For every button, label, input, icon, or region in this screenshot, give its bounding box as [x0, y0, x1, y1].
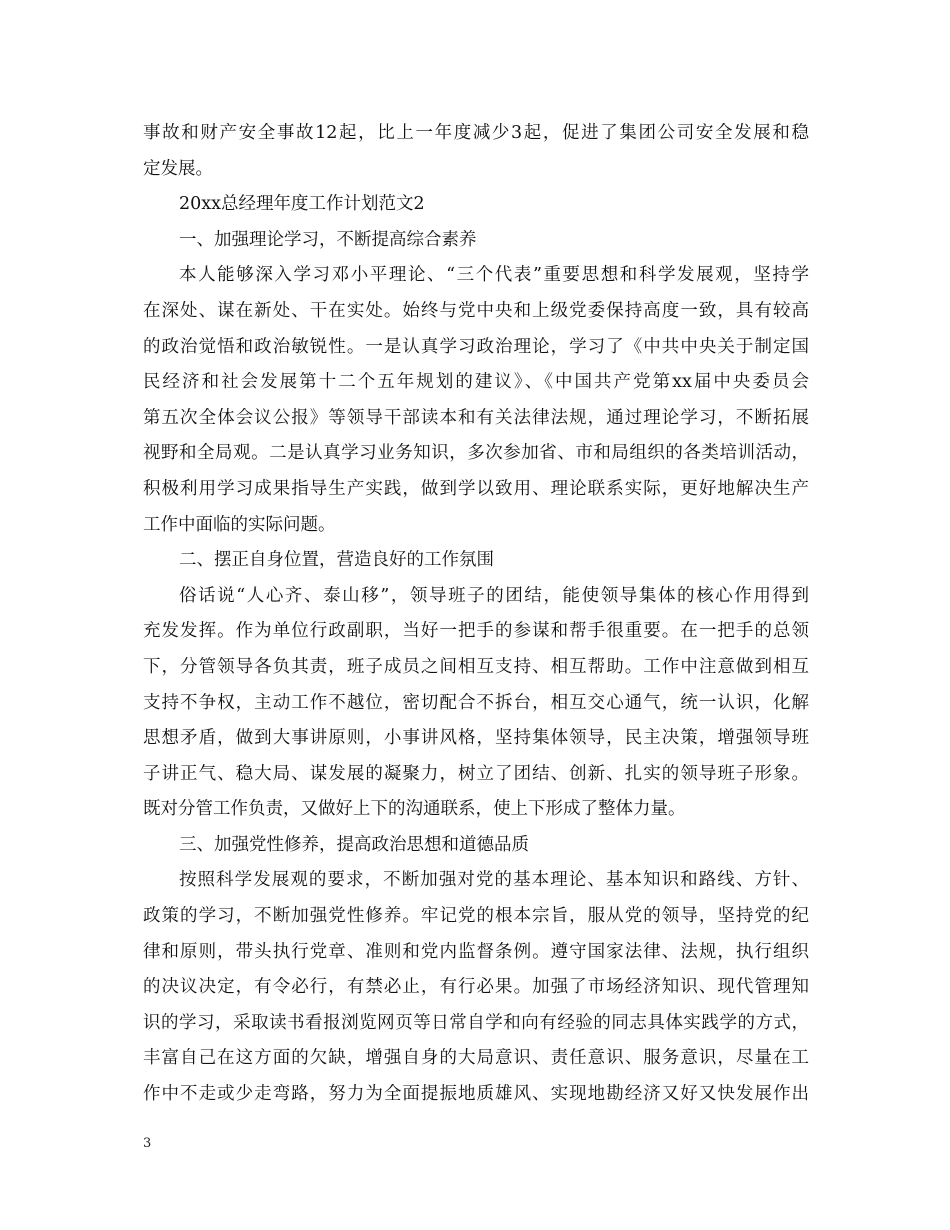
text-line: 俗话说“人心齐、泰山移”，领导班子的团结，能使领导集体的核心作用得到 — [179, 585, 809, 606]
text-line: 子讲正气、稳大局、谋发展的凝聚力，树立了团结、创新、扎实的领导班子形象。 — [143, 763, 809, 784]
text-line: 本人能够深入学习邓小平理论、“三个代表”重要思想和科学发展观，坚持学 — [179, 265, 809, 286]
text-line: 下，分管领导各负其责，班子成员之间相互支持、相互帮助。工作中注意做到相互 — [143, 656, 809, 677]
section-heading: 一、加强理论学习，不断提高综合素养 — [179, 229, 477, 250]
text-line: 按照科学发展观的要求，不断加强对党的基本理论、基本知识和路线、方针、 — [179, 870, 809, 891]
text-line: 第五次全体会议公报》等领导干部读本和有关法律法规，通过理论学习，不断拓展 — [143, 407, 809, 428]
text-line: 律和原则，带头执行党章、准则和党内监督条例。遵守国家法律、法规，执行组织 — [143, 941, 809, 962]
text-line: 思想矛盾，做到大事讲原则，小事讲风格，坚持集体领导，民主决策，增强领导班 — [143, 728, 809, 749]
text-line: 定发展。 — [143, 158, 213, 179]
text-line: 工作中面临的实际问题。 — [143, 514, 336, 535]
section-heading: 二、摆正自身位置，营造良好的工作氛围 — [179, 550, 494, 571]
text-line: 积极利用学习成果指导生产实践，做到学以致用、理论联系实际，更好地解决生产 — [143, 478, 809, 499]
text-line: 丰富自己在这方面的欠缺，增强自身的大局意识、责任意识、服务意识，尽量在工 — [143, 1048, 809, 1069]
text-line: 充发发挥。作为单位行政副职，当好一把手的参谋和帮手很重要。在一把手的总领 — [143, 621, 809, 642]
text-line: 政策的学习，不断加强党性修养。牢记党的根本宗旨，服从党的领导，坚持党的纪 — [143, 906, 809, 927]
text-line: 识的学习，采取读书看报浏览网页等日常自学和向有经验的同志具体实践学的方式， — [143, 1012, 809, 1033]
text-line: 支持不争权，主动工作不越位，密切配合不拆台，相互交心通气，统一认识，化解 — [143, 692, 809, 713]
text-line: 在深处、谋在新处、干在实处。始终与党中央和上级党委保持高度一致，具有较高 — [143, 300, 809, 321]
text-line: 作中不走或少走弯路，努力为全面提振地质雄风、实现地勘经济又好又快发展作出 — [143, 1084, 809, 1105]
text-line: 既对分管工作负责，又做好上下的沟通联系，使上下形成了整体力量。 — [143, 799, 686, 820]
section-heading: 三、加强党性修养，提高政治思想和道德品质 — [179, 834, 529, 855]
text-line: 的决议决定，有令必行，有禁必止，有行必果。加强了市场经济知识、现代管理知 — [143, 977, 809, 998]
text-line: 的政治觉悟和政治敏锐性。一是认真学习政治理论，学习了《中共中央关于制定国 — [143, 336, 809, 357]
page-number: 3 — [143, 1136, 152, 1151]
text-line: 事故和财产安全事故12起，比上一年度减少3起，促进了集团公司安全发展和稳 — [143, 123, 809, 143]
text-line: 视野和全局观。二是认真学习业务知识，多次参加省、市和局组织的各类培训活动， — [143, 443, 809, 464]
text-line: 民经济和社会发展第十二个五年规划的建议》、《中国共产党第xx届中央委员会 — [143, 372, 809, 393]
section-title: 20xx总经理年度工作计划范文2 — [179, 194, 425, 215]
document-body — [143, 116, 809, 1113]
